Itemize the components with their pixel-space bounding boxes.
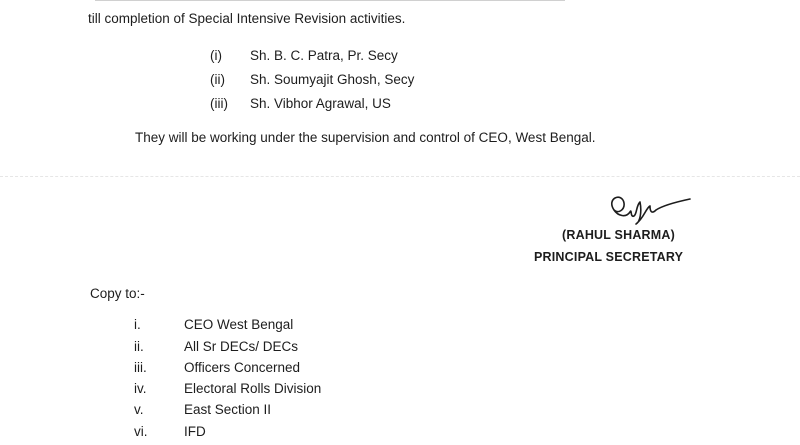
copy-item-number: v. [134, 402, 144, 417]
copy-item-number: vi. [134, 424, 148, 439]
copy-item-text: All Sr DECs/ DECs [184, 339, 299, 354]
signatory-name: (RAHUL SHARMA) [562, 228, 675, 242]
officer-number: (ii) [210, 72, 225, 87]
copy-list-item [134, 339, 434, 355]
copy-item-number: i. [134, 317, 141, 332]
intro-text: till completion of Special Intensive Revision activities. [88, 11, 406, 26]
officer-number: (i) [210, 48, 222, 63]
officer-item [210, 48, 510, 64]
signature-icon [600, 188, 695, 228]
copy-list-item [134, 360, 434, 376]
copy-item-number: ii. [134, 339, 144, 354]
officer-name: Sh. B. C. Patra, Pr. Secy [250, 48, 398, 63]
copy-item-number: iv. [134, 381, 147, 396]
copy-list-item [134, 381, 434, 397]
copy-item-text: East Section II [184, 402, 272, 417]
copy-to-heading: Copy to:- [90, 286, 145, 301]
paper-fold-line [0, 176, 800, 177]
copy-item-text: CEO West Bengal [184, 317, 294, 332]
copy-list-item [134, 424, 434, 440]
officer-number: (iii) [210, 96, 228, 111]
officer-name: Sh. Soumyajit Ghosh, Secy [250, 72, 415, 87]
copy-list-item [134, 317, 434, 333]
copy-item-text: IFD [184, 424, 206, 439]
copy-item-text: Electoral Rolls Division [184, 381, 322, 396]
copy-list-item [134, 402, 434, 418]
cropped-text-edge [95, 0, 565, 7]
officer-item [210, 72, 510, 88]
copy-item-text: Officers Concerned [184, 360, 301, 375]
officer-item [210, 96, 510, 112]
supervision-text: They will be working under the supervision and control of CEO, West Bengal. [135, 130, 596, 145]
signatory-designation: PRINCIPAL SECRETARY [534, 250, 684, 264]
copy-item-number: iii. [134, 360, 147, 375]
officer-name: Sh. Vibhor Agrawal, US [250, 96, 391, 111]
